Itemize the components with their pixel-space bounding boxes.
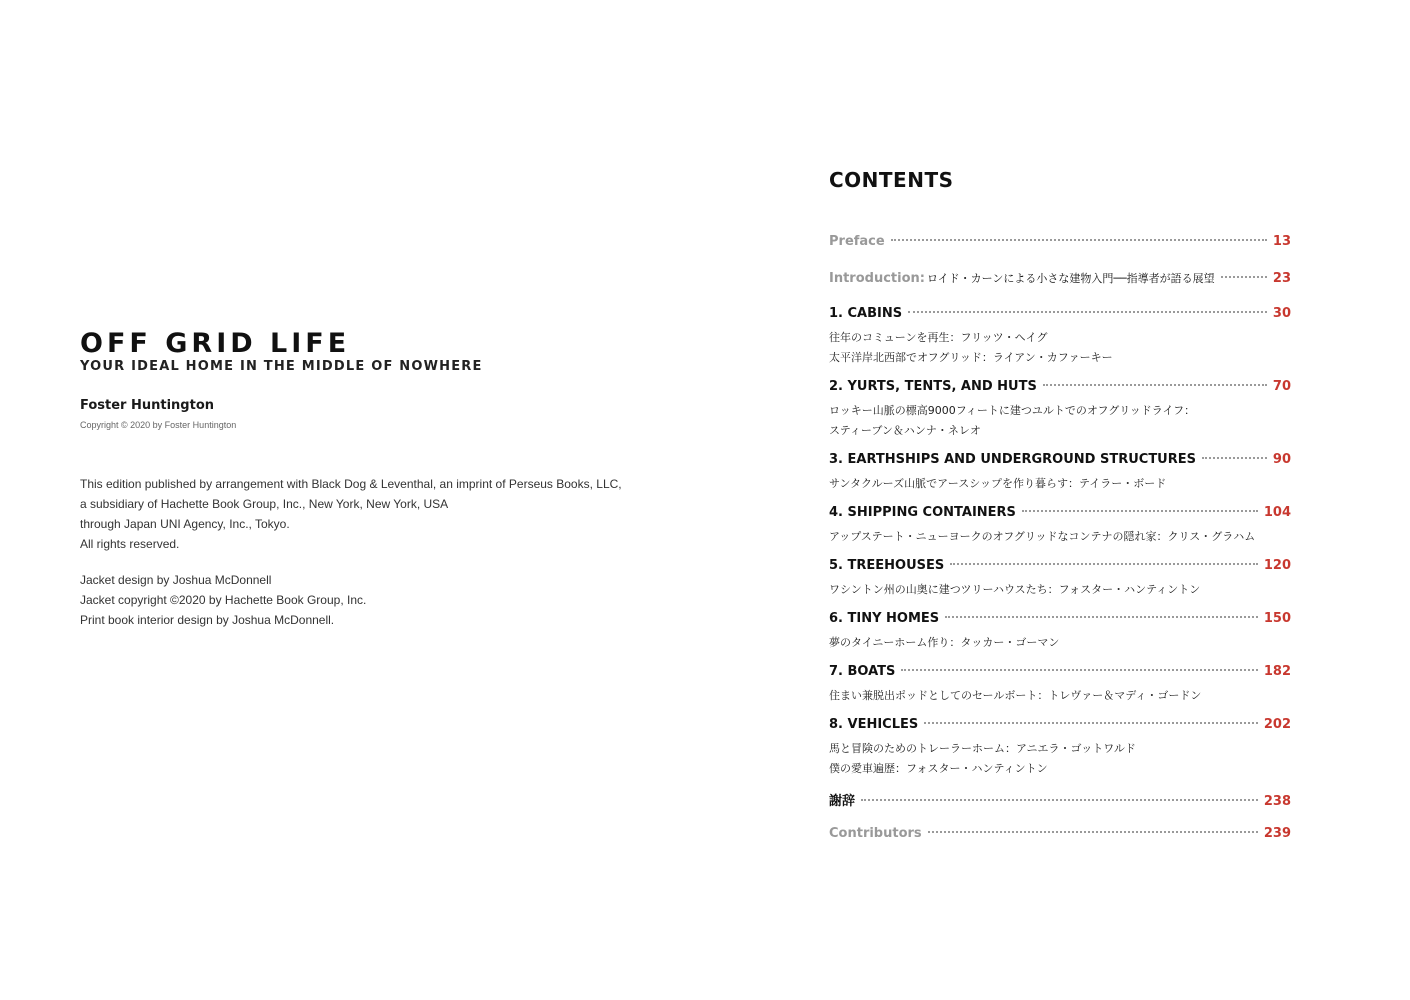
toc-entry-subtitle: スティーブン＆ハンナ・ネレオ xyxy=(829,424,981,437)
toc-entry xyxy=(829,306,1291,368)
toc-entry xyxy=(829,611,1291,653)
toc-entry-subtitle: 夢のタイニーホーム作り：タッカー・ゴーマン xyxy=(829,636,1060,649)
toc-entry-subtitle: 往年のコミューンを再生：フリッツ・ヘイグ xyxy=(829,331,1048,344)
toc-entry-title: 8. VEHICLES xyxy=(829,717,919,732)
dot-leader xyxy=(901,669,1257,671)
toc-page-number: 90 xyxy=(1272,452,1291,467)
toc-entry-row xyxy=(829,505,1291,527)
dot-leader xyxy=(1022,510,1258,512)
toc-entry xyxy=(829,717,1291,779)
toc-entry-row xyxy=(829,790,1291,812)
design-credit-line: Print book interior design by Joshua McDonnell. xyxy=(80,613,335,627)
toc-page-number: 202 xyxy=(1263,717,1291,732)
contents-heading: CONTENTS xyxy=(829,168,954,192)
dot-leader xyxy=(891,239,1267,241)
toc-page-number: 30 xyxy=(1272,306,1291,321)
toc-entry-row xyxy=(829,664,1291,686)
toc-entry-subtitle: アップステート・ニューヨークのオフグリッドなコンテナの隠れ家：クリス・グラハム xyxy=(829,530,1256,543)
dot-leader xyxy=(1043,384,1267,386)
toc-page-number: 120 xyxy=(1263,558,1291,573)
toc-entry xyxy=(829,234,1291,256)
toc-entry-subtitle: 住まい兼脱出ポッドとしてのセールボート：トレヴァー＆マディ・ゴードン xyxy=(829,689,1202,702)
toc-page-number: 239 xyxy=(1263,826,1291,841)
toc-entry-row xyxy=(829,611,1291,633)
design-credit-line: Jacket copyright ©2020 by Hachette Book Group, Inc. xyxy=(80,593,367,607)
toc-entry-row xyxy=(829,558,1291,580)
toc-entry-row xyxy=(829,270,1291,292)
toc-entry xyxy=(829,558,1291,600)
book-title: OFF GRID LIFE xyxy=(80,328,351,359)
toc-entry xyxy=(829,826,1291,848)
edition-line: All rights reserved. xyxy=(80,537,180,551)
toc-page-number: 70 xyxy=(1272,379,1291,394)
edition-line: This edition published by arrangement with Black Dog & Leventhal, an imprint of Perseus Books, LLC, xyxy=(80,477,622,491)
toc-entry-title: 4. SHIPPING CONTAINERS xyxy=(829,505,1016,520)
dot-leader xyxy=(928,831,1258,833)
toc-entry-subtitle: 太平洋岸北西部でオフグリッド：ライアン・カファーキー xyxy=(829,351,1113,364)
toc-page-number: 238 xyxy=(1263,794,1291,809)
toc-entry-row xyxy=(829,234,1291,256)
toc-entry xyxy=(829,505,1291,547)
dot-leader xyxy=(945,616,1258,618)
edition-line: a subsidiary of Hachette Book Group, Inc., New York, New York, USA xyxy=(80,497,449,511)
toc-entry xyxy=(829,790,1291,812)
design-credit-line: Jacket design by Joshua McDonnell xyxy=(80,573,272,587)
dot-leader xyxy=(861,799,1258,801)
toc-page-number: 104 xyxy=(1263,505,1291,520)
toc-entry-row xyxy=(829,452,1291,474)
dot-leader xyxy=(908,311,1267,313)
author-name: Foster Huntington xyxy=(80,398,215,413)
dot-leader xyxy=(1202,457,1267,459)
dot-leader xyxy=(1221,276,1267,278)
dot-leader xyxy=(924,722,1258,724)
toc-entry-row xyxy=(829,826,1291,848)
toc-page-number: 150 xyxy=(1263,611,1291,626)
toc-entry-title: 3. EARTHSHIPS AND UNDERGROUND STRUCTURES xyxy=(829,452,1196,467)
toc-entry-subtitle: 馬と冒険のためのトレーラーホーム：アニエラ・ゴットワルド xyxy=(829,742,1136,755)
toc-page-number: 182 xyxy=(1263,664,1291,679)
toc-page-number: 13 xyxy=(1272,234,1291,249)
copyright-notice: Copyright © 2020 by Foster Huntington xyxy=(80,420,237,430)
design-credits xyxy=(80,570,700,630)
toc-entry-row xyxy=(829,379,1291,401)
toc-list xyxy=(829,234,1291,848)
dot-leader xyxy=(950,563,1258,565)
toc-entry-row xyxy=(829,717,1291,739)
toc-entry-title: Preface xyxy=(829,234,885,249)
toc-entry-title: 7. BOATS xyxy=(829,664,896,679)
toc-entry-title: 5. TREEHOUSES xyxy=(829,558,945,573)
toc-entry xyxy=(829,664,1291,706)
title-page xyxy=(80,330,700,630)
toc-entry-title: 2. YURTS, TENTS, AND HUTS xyxy=(829,379,1037,394)
toc-entry xyxy=(829,379,1291,441)
toc-entry xyxy=(829,270,1291,292)
edition-notice xyxy=(80,474,700,554)
toc-entry-inline-subtitle: ロイド・カーンによる小さな建物入門──指導者が語る展望 xyxy=(926,272,1215,285)
toc-entry-row xyxy=(829,306,1291,328)
toc-entry-title: Introduction: xyxy=(829,271,925,286)
toc-page-number: 23 xyxy=(1272,271,1291,286)
toc-entry-title: Contributors xyxy=(829,826,922,841)
toc-entry-subtitle: ロッキー山脈の標高9000フィートに建つユルトでのオフグリッドライフ： xyxy=(829,404,1196,417)
toc-entry-title: 6. TINY HOMES xyxy=(829,611,940,626)
edition-line: through Japan UNI Agency, Inc., Tokyo. xyxy=(80,517,290,531)
toc-entry-subtitle: 僕の愛車遍歴：フォスター・ハンティントン xyxy=(829,762,1048,775)
toc-entry-title: 1. CABINS xyxy=(829,306,903,321)
book-subtitle: YOUR IDEAL HOME IN THE MIDDLE OF NOWHERE xyxy=(80,359,483,374)
toc-entry-title: 謝辞 xyxy=(829,794,856,809)
toc-entry xyxy=(829,452,1291,494)
toc-entry-subtitle: ワシントン州の山奥に建つツリーハウスたち：フォスター・ハンティントン xyxy=(829,583,1201,596)
toc-entry-subtitle: サンタクルーズ山脈でアースシップを作り暮らす：テイラー・ボード xyxy=(829,477,1167,490)
contents-page xyxy=(829,166,1291,862)
